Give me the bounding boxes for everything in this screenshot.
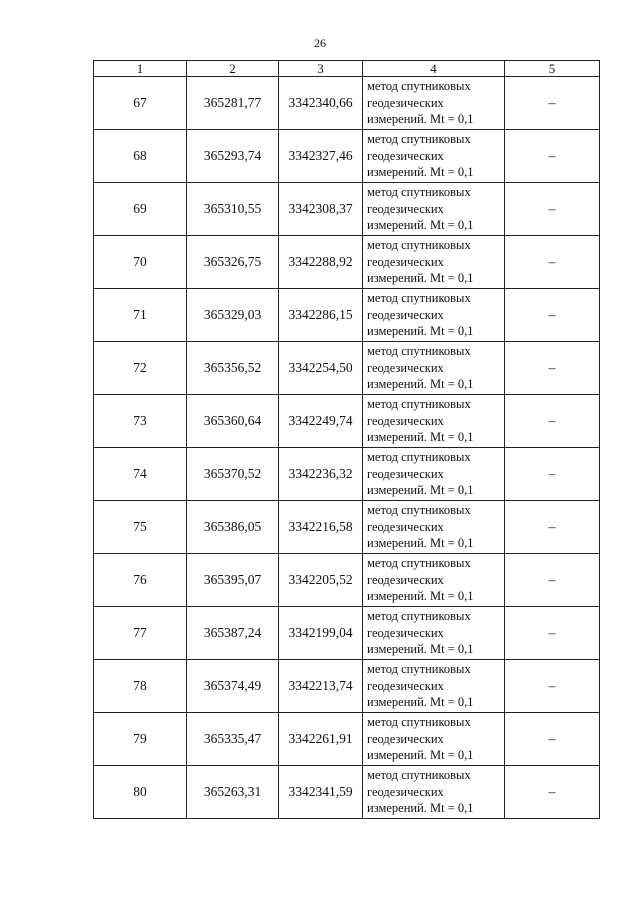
method-text-line: геодезических bbox=[367, 95, 444, 110]
note-cell: – bbox=[505, 342, 600, 395]
page-number: 26 bbox=[314, 36, 326, 50]
method-cell bbox=[363, 501, 505, 554]
point-number-cell: 76 bbox=[94, 554, 187, 607]
y-coordinate-cell: 3342254,50 bbox=[279, 342, 363, 395]
method-text-line: геодезических bbox=[367, 413, 444, 428]
table-row bbox=[94, 554, 600, 607]
y-coordinate-cell: 3342341,59 bbox=[279, 766, 363, 819]
point-number-cell: 78 bbox=[94, 660, 187, 713]
y-coordinate-cell: 3342327,46 bbox=[279, 130, 363, 183]
method-text-line: измерений. Mt = 0,1 bbox=[367, 377, 474, 392]
method-text-line: геодезических bbox=[367, 678, 444, 693]
method-text-line: измерений. Mt = 0,1 bbox=[367, 589, 474, 604]
note-cell: – bbox=[505, 130, 600, 183]
point-number-cell: 72 bbox=[94, 342, 187, 395]
note-cell: – bbox=[505, 660, 600, 713]
coordinates-table bbox=[93, 60, 600, 819]
point-number-cell: 67 bbox=[94, 77, 187, 130]
x-coordinate-cell: 365293,74 bbox=[187, 130, 279, 183]
table-row bbox=[94, 607, 600, 660]
y-coordinate-cell: 3342249,74 bbox=[279, 395, 363, 448]
method-text-line: метод спутниковых bbox=[367, 503, 471, 518]
method-text-line: измерений. Mt = 0,1 bbox=[367, 642, 474, 657]
y-coordinate-cell: 3342199,04 bbox=[279, 607, 363, 660]
method-text-line: измерений. Mt = 0,1 bbox=[367, 271, 474, 286]
method-text-line: геодезических bbox=[367, 731, 444, 746]
x-coordinate-cell: 365370,52 bbox=[187, 448, 279, 501]
method-text-line: метод спутниковых bbox=[367, 185, 471, 200]
method-text-line: геодезических bbox=[367, 784, 444, 799]
table-body bbox=[94, 77, 600, 819]
note-cell: – bbox=[505, 607, 600, 660]
header-col-1: 1 bbox=[94, 61, 187, 77]
method-text-line: измерений. Mt = 0,1 bbox=[367, 430, 474, 445]
point-number-cell: 73 bbox=[94, 395, 187, 448]
method-text-line: геодезических bbox=[367, 466, 444, 481]
table-row bbox=[94, 289, 600, 342]
note-cell: – bbox=[505, 77, 600, 130]
point-number-cell: 71 bbox=[94, 289, 187, 342]
y-coordinate-cell: 3342216,58 bbox=[279, 501, 363, 554]
header-col-4: 4 bbox=[363, 61, 505, 77]
note-cell: – bbox=[505, 236, 600, 289]
method-cell bbox=[363, 713, 505, 766]
x-coordinate-cell: 365395,07 bbox=[187, 554, 279, 607]
method-cell bbox=[363, 395, 505, 448]
method-cell bbox=[363, 766, 505, 819]
header-col-2: 2 bbox=[187, 61, 279, 77]
method-text-line: измерений. Mt = 0,1 bbox=[367, 112, 474, 127]
x-coordinate-cell: 365326,75 bbox=[187, 236, 279, 289]
note-cell: – bbox=[505, 713, 600, 766]
x-coordinate-cell: 365386,05 bbox=[187, 501, 279, 554]
method-text-line: геодезических bbox=[367, 360, 444, 375]
method-cell bbox=[363, 77, 505, 130]
y-coordinate-cell: 3342308,37 bbox=[279, 183, 363, 236]
method-text-line: измерений. Mt = 0,1 bbox=[367, 536, 474, 551]
method-text-line: метод спутниковых bbox=[367, 450, 471, 465]
method-text-line: метод спутниковых bbox=[367, 79, 471, 94]
method-text-line: метод спутниковых bbox=[367, 662, 471, 677]
point-number-cell: 80 bbox=[94, 766, 187, 819]
x-coordinate-cell: 365329,03 bbox=[187, 289, 279, 342]
method-text-line: геодезических bbox=[367, 572, 444, 587]
point-number-cell: 77 bbox=[94, 607, 187, 660]
x-coordinate-cell: 365335,47 bbox=[187, 713, 279, 766]
y-coordinate-cell: 3342340,66 bbox=[279, 77, 363, 130]
point-number-cell: 75 bbox=[94, 501, 187, 554]
note-cell: – bbox=[505, 501, 600, 554]
method-text-line: геодезических bbox=[367, 201, 444, 216]
y-coordinate-cell: 3342286,15 bbox=[279, 289, 363, 342]
method-cell bbox=[363, 236, 505, 289]
method-text-line: измерений. Mt = 0,1 bbox=[367, 695, 474, 710]
method-text-line: метод спутниковых bbox=[367, 556, 471, 571]
method-text-line: измерений. Mt = 0,1 bbox=[367, 483, 474, 498]
method-text-line: измерений. Mt = 0,1 bbox=[367, 801, 474, 816]
method-text-line: геодезических bbox=[367, 519, 444, 534]
point-number-cell: 68 bbox=[94, 130, 187, 183]
note-cell: – bbox=[505, 395, 600, 448]
method-cell bbox=[363, 448, 505, 501]
method-text-line: метод спутниковых bbox=[367, 768, 471, 783]
method-text-line: измерений. Mt = 0,1 bbox=[367, 218, 474, 233]
method-text-line: геодезических bbox=[367, 625, 444, 640]
method-text-line: измерений. Mt = 0,1 bbox=[367, 748, 474, 763]
x-coordinate-cell: 365356,52 bbox=[187, 342, 279, 395]
header-col-5: 5 bbox=[505, 61, 600, 77]
note-cell: – bbox=[505, 766, 600, 819]
table-row bbox=[94, 660, 600, 713]
method-text-line: геодезических bbox=[367, 254, 444, 269]
method-text-line: геодезических bbox=[367, 148, 444, 163]
y-coordinate-cell: 3342213,74 bbox=[279, 660, 363, 713]
method-text-line: измерений. Mt = 0,1 bbox=[367, 324, 474, 339]
y-coordinate-cell: 3342236,32 bbox=[279, 448, 363, 501]
y-coordinate-cell: 3342288,92 bbox=[279, 236, 363, 289]
x-coordinate-cell: 365263,31 bbox=[187, 766, 279, 819]
y-coordinate-cell: 3342205,52 bbox=[279, 554, 363, 607]
table-row bbox=[94, 342, 600, 395]
table-header bbox=[94, 61, 600, 77]
method-text-line: метод спутниковых bbox=[367, 715, 471, 730]
method-cell bbox=[363, 130, 505, 183]
method-text-line: измерений. Mt = 0,1 bbox=[367, 165, 474, 180]
header-col-3: 3 bbox=[279, 61, 363, 77]
table-row bbox=[94, 501, 600, 554]
method-cell bbox=[363, 660, 505, 713]
method-cell bbox=[363, 554, 505, 607]
method-cell bbox=[363, 289, 505, 342]
note-cell: – bbox=[505, 289, 600, 342]
method-text-line: метод спутниковых bbox=[367, 291, 471, 306]
x-coordinate-cell: 365387,24 bbox=[187, 607, 279, 660]
table-row bbox=[94, 183, 600, 236]
method-text-line: метод спутниковых bbox=[367, 132, 471, 147]
table-row bbox=[94, 713, 600, 766]
note-cell: – bbox=[505, 554, 600, 607]
method-cell bbox=[363, 607, 505, 660]
point-number-cell: 74 bbox=[94, 448, 187, 501]
method-text-line: метод спутниковых bbox=[367, 238, 471, 253]
point-number-cell: 79 bbox=[94, 713, 187, 766]
method-cell bbox=[363, 342, 505, 395]
point-number-cell: 70 bbox=[94, 236, 187, 289]
table-row bbox=[94, 236, 600, 289]
note-cell: – bbox=[505, 183, 600, 236]
point-number-cell: 69 bbox=[94, 183, 187, 236]
header-row bbox=[94, 61, 600, 77]
table-row bbox=[94, 395, 600, 448]
note-cell: – bbox=[505, 448, 600, 501]
method-text-line: метод спутниковых bbox=[367, 344, 471, 359]
table-row bbox=[94, 448, 600, 501]
x-coordinate-cell: 365360,64 bbox=[187, 395, 279, 448]
x-coordinate-cell: 365310,55 bbox=[187, 183, 279, 236]
method-text-line: метод спутниковых bbox=[367, 609, 471, 624]
table-row bbox=[94, 130, 600, 183]
method-text-line: геодезических bbox=[367, 307, 444, 322]
y-coordinate-cell: 3342261,91 bbox=[279, 713, 363, 766]
x-coordinate-cell: 365281,77 bbox=[187, 77, 279, 130]
x-coordinate-cell: 365374,49 bbox=[187, 660, 279, 713]
table-row bbox=[94, 77, 600, 130]
method-cell bbox=[363, 183, 505, 236]
table-row bbox=[94, 766, 600, 819]
method-text-line: метод спутниковых bbox=[367, 397, 471, 412]
